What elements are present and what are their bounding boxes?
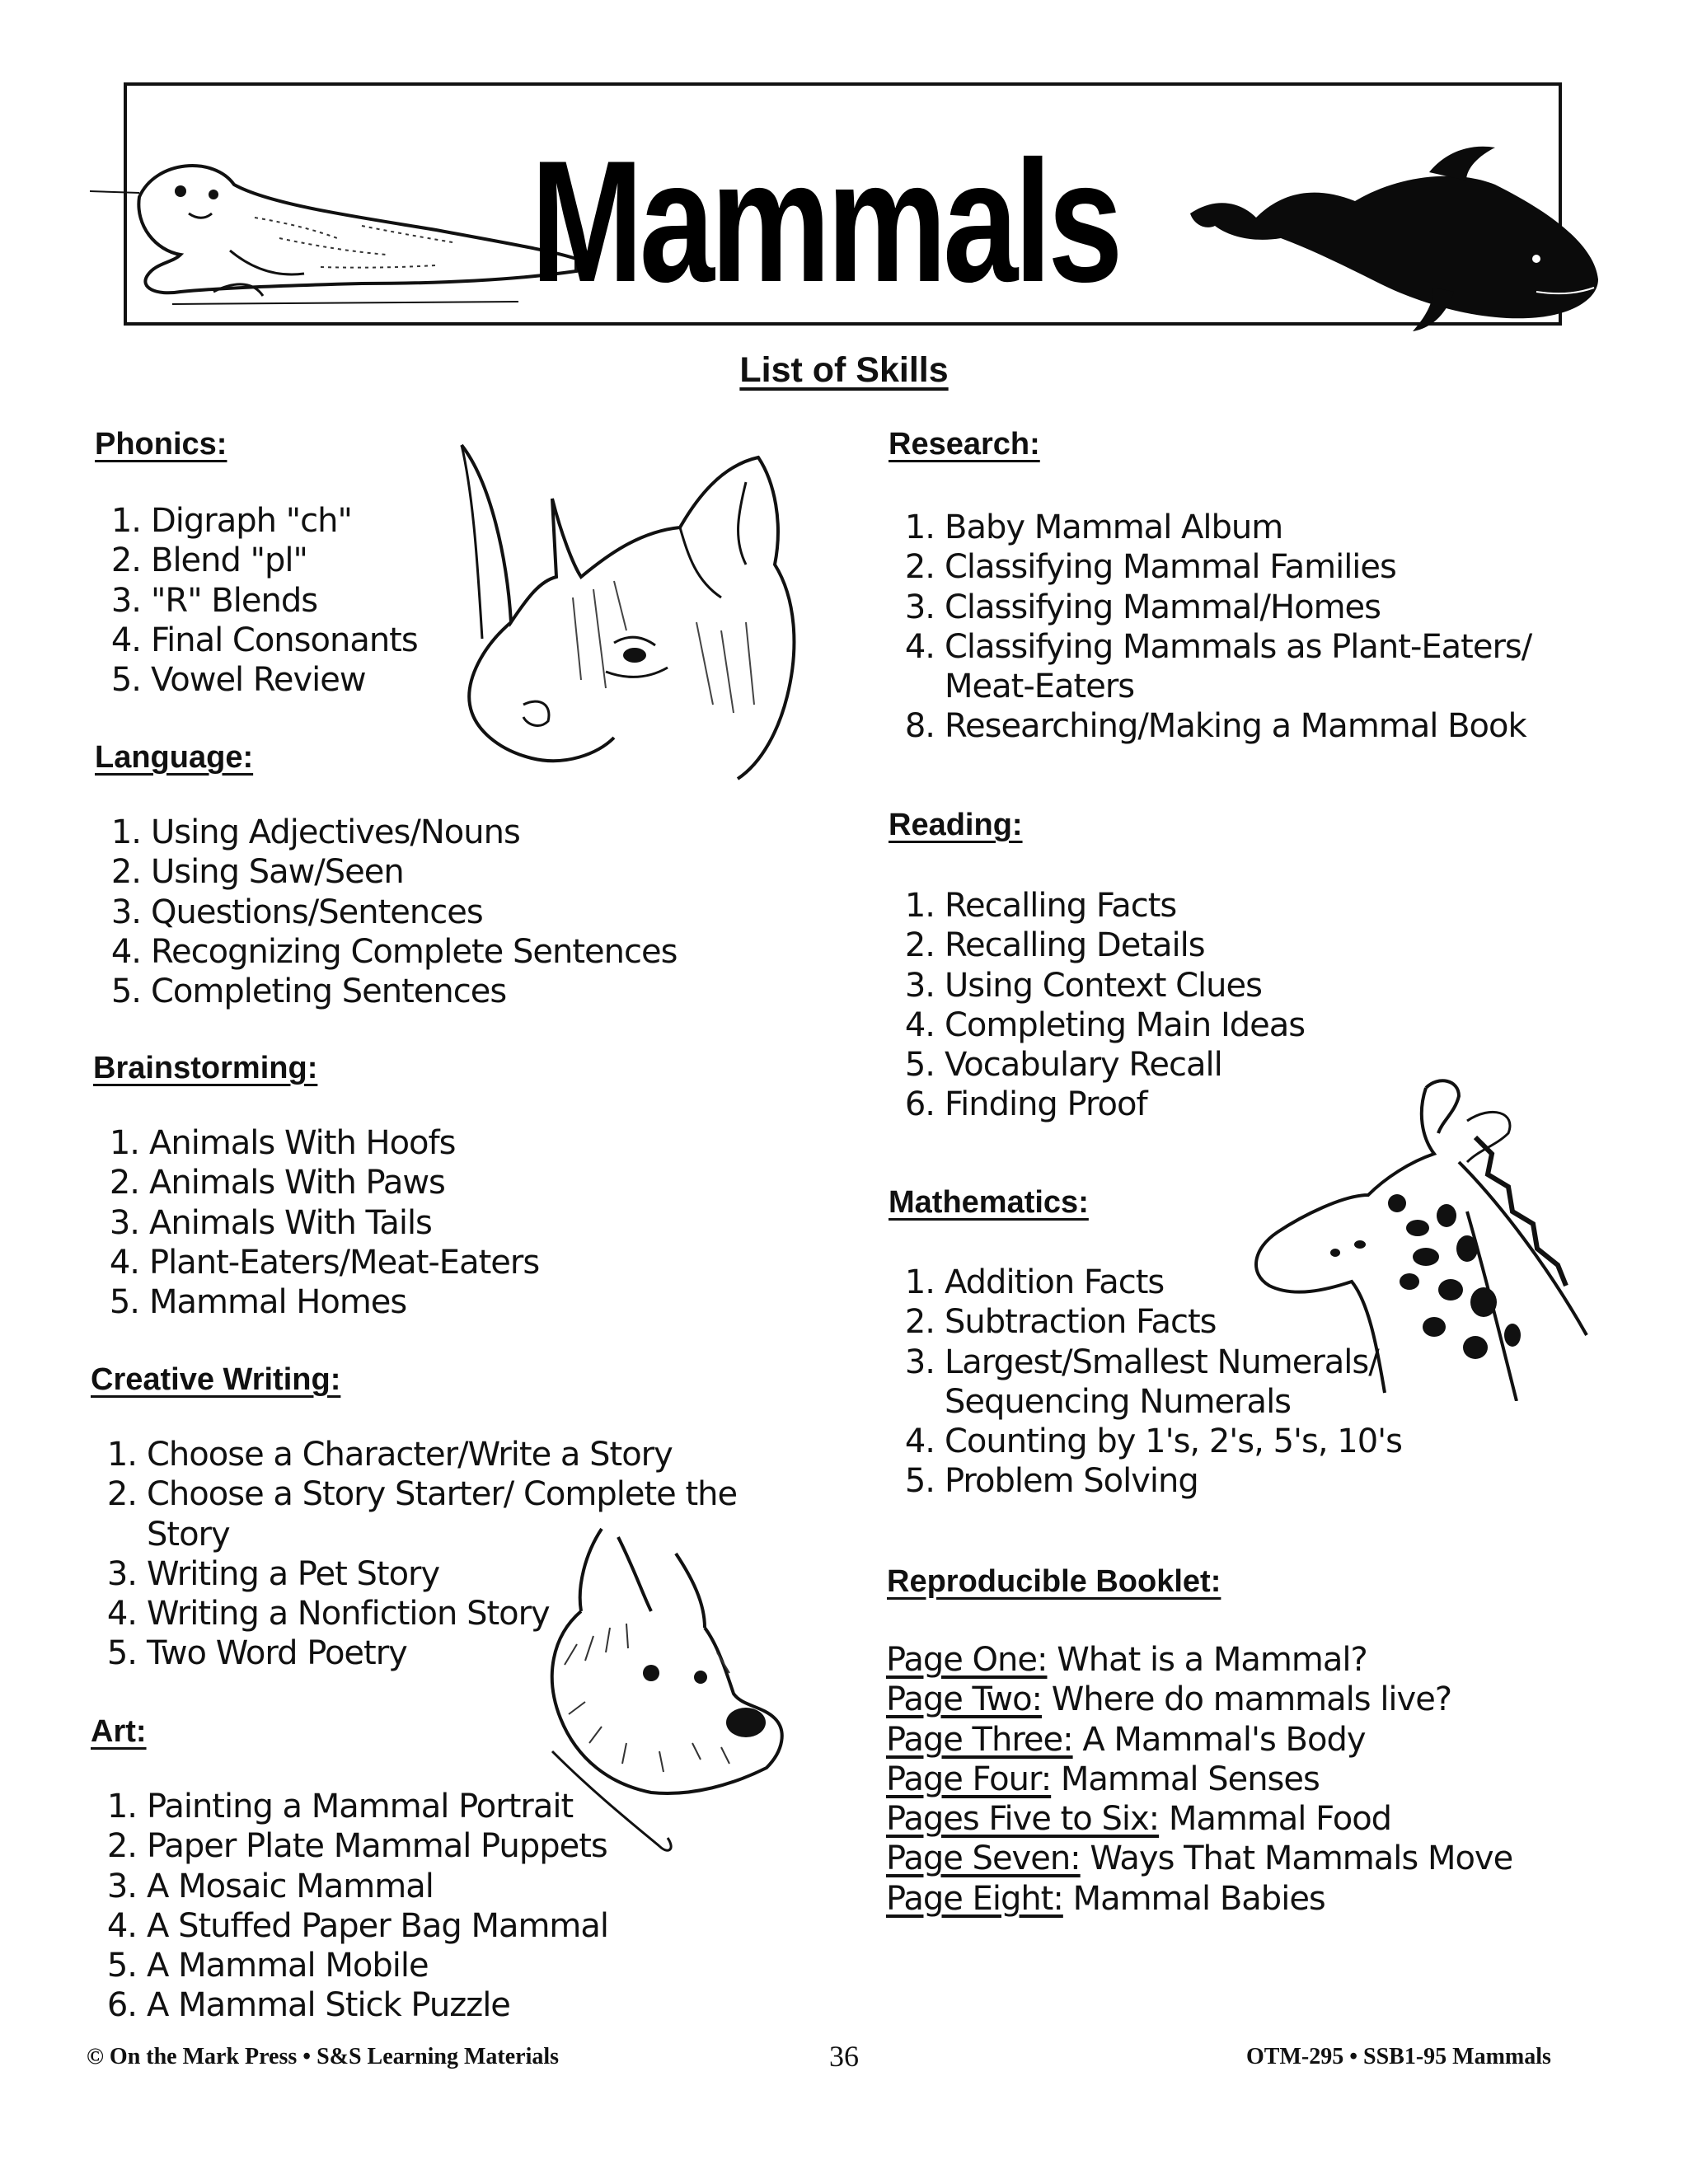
list-of-skills-heading: List of Skills [739, 350, 949, 390]
giraffe-illustration [1220, 1071, 1599, 1401]
page-label: Page One: [886, 1641, 1048, 1679]
list-item: Paper Plate Mammal Puppets [147, 1827, 607, 1866]
dog-illustration [528, 1521, 791, 1858]
phonics-heading: Phonics: [95, 427, 227, 462]
list-item: Writing a Nonfiction Story [147, 1595, 550, 1633]
title-banner [124, 82, 1562, 326]
page-topic: Mammal Senses [1060, 1760, 1320, 1798]
page-number: 36 [829, 2040, 859, 2073]
list-item: Vocabulary Recall [945, 1046, 1222, 1085]
list-item: Recalling Facts [945, 887, 1177, 925]
list-item: Classifying Mammal/Homes [945, 588, 1381, 626]
page-topic: Mammal Food [1168, 1800, 1392, 1839]
list-item: Using Adjectives/Nouns [151, 813, 520, 851]
creative-writing-heading: Creative Writing: [91, 1362, 341, 1397]
list-item: Questions/Sentences [151, 893, 483, 931]
list-item-continuation: Meat-Eaters [945, 668, 1135, 706]
list-item: Writing a Pet Story [147, 1554, 440, 1593]
reading-heading: Reading: [889, 808, 1023, 842]
whale-illustration [1182, 135, 1602, 333]
brainstorming-heading: Brainstorming: [93, 1051, 318, 1085]
rhino-illustration [449, 433, 816, 783]
list-item: Largest/Smallest Numerals/ [945, 1343, 1379, 1381]
page-label: Page Seven: [886, 1840, 1081, 1878]
list-item: A Stuffed Paper Bag Mammal [147, 1906, 609, 1945]
list-item: Mammal Homes [149, 1283, 407, 1322]
list-item: Classifying Mammals as Plant-Eaters/ [945, 627, 1532, 666]
booklet-item [886, 1839, 1512, 1878]
footer-copyright: © On the Mark Press • S&S Learning Materials [87, 2044, 560, 2069]
list-item-continuation: Story [147, 1515, 230, 1554]
list-item: Recalling Details [945, 926, 1205, 965]
list-item: Using Saw/Seen [151, 853, 404, 892]
booklet-item [886, 1640, 1512, 1680]
list-item: Choose a Character/Write a Story [147, 1436, 673, 1474]
list-item: Digraph "ch" [151, 502, 352, 540]
page-title: Mammals [531, 124, 1119, 318]
list-item: Completing Main Ideas [945, 1005, 1306, 1044]
list-item: A Mammal Mobile [147, 1947, 429, 1985]
page-topic: Ways That Mammals Move [1090, 1840, 1513, 1878]
research-list [889, 508, 1531, 747]
page-topic: A Mammal's Body [1082, 1720, 1366, 1759]
list-item: Finding Proof [945, 1085, 1147, 1124]
list-item: Vowel Review [151, 661, 366, 700]
footer-catalog: OTM-295 • SSB1-95 Mammals [1246, 2044, 1551, 2069]
art-heading: Art: [91, 1714, 147, 1749]
mathematics-heading: Mathematics: [889, 1185, 1089, 1220]
brainstorming-list [93, 1123, 539, 1322]
research-heading: Research: [889, 427, 1040, 462]
list-item: Using Context Clues [945, 966, 1262, 1005]
list-item: A Mammal Stick Puzzle [147, 1986, 510, 2025]
page-topic: Mammal Babies [1072, 1879, 1325, 1918]
list-item: A Mosaic Mammal [147, 1867, 434, 1905]
page-label: Page Three: [886, 1720, 1073, 1759]
language-heading: Language: [95, 740, 254, 775]
phonics-list [95, 501, 418, 700]
page-label: Page Two: [886, 1680, 1043, 1719]
list-item: Final Consonants [151, 621, 418, 659]
seal-illustration [90, 127, 584, 316]
page-label: Page Eight: [886, 1879, 1063, 1918]
list-item: Animals With Paws [149, 1164, 445, 1202]
list-item: Classifying Mammal Families [945, 548, 1396, 587]
list-item: Researching/Making a Mammal Book [945, 707, 1526, 746]
booklet-item [886, 1720, 1512, 1760]
booklet-item [886, 1879, 1512, 1919]
list-item: Two Word Poetry [147, 1634, 407, 1673]
page-topic: Where do mammals live? [1051, 1680, 1452, 1719]
list-item: Completing Sentences [151, 972, 507, 1011]
page-topic: What is a Mammal? [1057, 1641, 1367, 1679]
booklet-item [886, 1799, 1512, 1839]
list-item: Painting a Mammal Portrait [147, 1788, 574, 1825]
list-item-continuation: Sequencing Numerals [945, 1382, 1292, 1421]
list-item: Counting by 1's, 2's, 5's, 10's [945, 1422, 1403, 1461]
list-item: Plant-Eaters/Meat-Eaters [149, 1243, 540, 1282]
page-label: Pages Five to Six: [886, 1800, 1160, 1839]
list-item: Choose a Story Starter/ Complete the [147, 1475, 738, 1514]
booklet-item [886, 1760, 1512, 1799]
booklet-item [886, 1680, 1512, 1719]
list-item: Addition Facts [945, 1263, 1165, 1301]
list-item: Recognizing Complete Sentences [151, 932, 678, 971]
list-item: Animals With Hoofs [149, 1124, 456, 1162]
list-item: Baby Mammal Album [945, 509, 1283, 546]
page-label: Page Four: [886, 1760, 1052, 1798]
language-list [95, 813, 677, 1011]
list-item: Animals With Tails [149, 1203, 432, 1242]
list-item: Blend "pl" [151, 541, 307, 580]
list-item: Problem Solving [945, 1462, 1198, 1501]
list-item: Subtraction Facts [945, 1303, 1217, 1342]
reproducible-booklet-heading: Reproducible Booklet: [887, 1564, 1221, 1599]
booklet-list [886, 1640, 1512, 1919]
list-item: "R" Blends [151, 581, 318, 620]
